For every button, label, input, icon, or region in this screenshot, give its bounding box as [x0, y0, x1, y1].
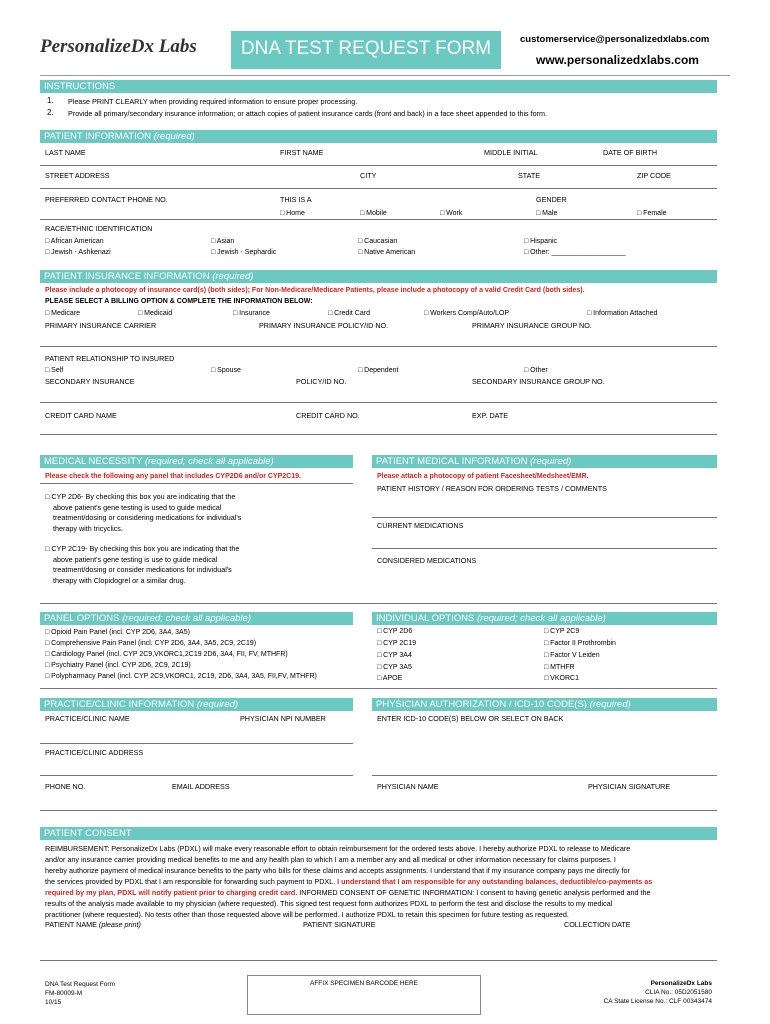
- cyp2d6-checkbox[interactable]: [45, 492, 241, 534]
- current-medications-field[interactable]: CURRENT MEDICATIONS: [377, 521, 464, 530]
- primary-policy-field[interactable]: PRIMARY INSURANCE POLICY/ID NO.: [259, 321, 389, 330]
- relationship-label: PATIENT RELATIONSHIP TO INSURED: [45, 354, 175, 363]
- medical-necessity-note: Please check the following any panel that includes CYP2D6 and/or CYP2C19.: [45, 473, 301, 480]
- billing-instruction: PLEASE SELECT A BILLING OPTION & COMPLETE THE INFORMATION BELOW:: [45, 298, 313, 305]
- panel-options-heading: PANEL OPTIONS (required; check all applicable): [40, 612, 353, 625]
- vkorc1-option-checkbox[interactable]: □ VKORC1: [544, 675, 579, 682]
- street-field[interactable]: STREET ADDRESS: [45, 171, 110, 180]
- polypharmacy-panel-checkbox[interactable]: □ Polypharmacy Panel (incl. CYP 2C9,VKORC1, 2C19, 2D6, 3A4, 3A5, FII,FV, MTHFR): [45, 673, 317, 680]
- collection-date-field[interactable]: COLLECTION DATE: [564, 920, 631, 929]
- zip-field[interactable]: ZIP CODE: [637, 171, 671, 180]
- credit-card-number-field[interactable]: CREDIT CARD NO.: [296, 411, 360, 420]
- primary-carrier-field[interactable]: PRIMARY INSURANCE CARRIER: [45, 321, 157, 330]
- footer-form-name: DNA Test Request Form: [45, 981, 115, 988]
- practice-address-field[interactable]: PRACTICE/CLINIC ADDRESS: [45, 748, 144, 757]
- patient-signature-field[interactable]: PATIENT SIGNATURE: [303, 920, 376, 929]
- patient-information-heading: PATIENT INFORMATION (required): [40, 130, 717, 143]
- cyp2c19-option-checkbox[interactable]: □ CYP 2C19: [377, 640, 417, 647]
- psychiatry-panel-checkbox[interactable]: □ Psychiatry Panel (incl. CYP 2D6, 2C9, 2C19): [45, 662, 191, 669]
- cyp2c19-text: therapy with Clopidogrel or a similar drug.: [53, 575, 186, 585]
- cyp2c9-option-checkbox[interactable]: □ CYP 2C9: [544, 628, 580, 635]
- cyp2c19-text: treatment/dosing or consider medications for individual's: [53, 565, 232, 574]
- cyp2d6-text: above patient's gene testing is used to guide medical: [53, 502, 222, 512]
- logo: [40, 36, 220, 64]
- practice-phone-field[interactable]: PHONE NO.: [45, 782, 86, 791]
- patient-medical-heading: PATIENT MEDICAL INFORMATION (required): [372, 455, 717, 468]
- physician-signature-field[interactable]: PHYSICIAN SIGNATURE: [588, 782, 671, 791]
- patient-history-field[interactable]: PATIENT HISTORY / REASON FOR ORDERING TESTS / COMMENTS: [377, 484, 607, 493]
- cyp2d6-text: treatment/dosing or considering medications for individual's: [53, 513, 242, 522]
- instruction-number: 1.: [47, 96, 54, 105]
- medicare-checkbox[interactable]: □ Medicare: [45, 310, 80, 317]
- physician-npi-field[interactable]: PHYSICIAN NPI NUMBER: [240, 714, 326, 723]
- cyp2d6-text: □ CYP 2D6- By checking this box you are indicating that the: [45, 492, 236, 501]
- consent-line: hereby authorize payment of medical insurance benefits to the party who bills for these claims and accepts assignments. I understand that if my insurance company pays me directly for: [45, 866, 630, 875]
- dob-field[interactable]: DATE OF BIRTH: [603, 148, 658, 157]
- consent-line: the services provided by PDXL that I am responsible for forwarding such payment to PDXL. I understand that I am responsible for any outstanding balances, deductible/co-payments as: [45, 877, 653, 886]
- asian-checkbox[interactable]: □ Asian: [211, 238, 235, 245]
- cyp2d6-option-checkbox[interactable]: □ CYP 2D6: [377, 628, 413, 635]
- considered-medications-field[interactable]: CONSIDERED MEDICATIONS: [377, 556, 477, 565]
- credit-card-name-field[interactable]: CREDIT CARD NAME: [45, 411, 117, 420]
- jewish-sephardic-checkbox[interactable]: □ Jewish - Sephardic: [211, 249, 277, 256]
- home-checkbox[interactable]: □ Home: [280, 210, 305, 217]
- consent-line: REIMBURSEMENT: PersonalizeDx Labs (PDXL) will make every reasonable effort to obtain reimbursement for the ordered tests above. I hereby authorize PDXL to release to Medicare: [45, 844, 631, 853]
- cardiology-panel-checkbox[interactable]: □ Cardiology Panel (incl. CYP 2C9,VKORC1,2C19 2D6, 3A4, FII, FV, MTHFR): [45, 651, 288, 658]
- patient-medical-note: Please attach a photocopy of patient Facesheet/Medsheet/EMR.: [377, 473, 589, 480]
- first-name-field[interactable]: FIRST NAME: [280, 148, 324, 157]
- instruction-number: 2.: [47, 108, 54, 117]
- instructions-heading: INSTRUCTIONS: [40, 80, 717, 93]
- consent-line: results of the analysis made available to my physician (where requested). This signed test request form authorizes PDXL to perform the test and disclose the results to my medical: [45, 899, 613, 908]
- logo-text: PersonalizeDx Labs: [40, 36, 197, 57]
- native-american-checkbox[interactable]: □ Native American: [358, 249, 416, 256]
- self-checkbox[interactable]: □ Self: [45, 367, 64, 374]
- practice-name-field[interactable]: PRACTICE/CLINIC NAME: [45, 714, 130, 723]
- other-relationship-checkbox[interactable]: □ Other: [524, 367, 548, 374]
- female-checkbox[interactable]: □ Female: [637, 210, 667, 217]
- insurance-note: Please include a photocopy of insurance card(s) (both sides); For Non-Medicare/Medicare Patients, please include a photocopy of a valid Credit Card (both sides).: [45, 287, 585, 294]
- footer-form-number: FM-80009-M: [45, 990, 83, 997]
- mthfr-option-checkbox[interactable]: □ MTHFR: [544, 664, 575, 671]
- apoe-option-checkbox[interactable]: □ APOE: [377, 675, 403, 682]
- opioid-panel-checkbox[interactable]: □ Opioid Pain Panel (incl. CYP 2D6, 3A4, 3A5): [45, 629, 190, 636]
- policy-id-field[interactable]: POLICY/ID NO.: [296, 377, 347, 386]
- gender-label: GENDER: [536, 195, 567, 204]
- work-checkbox[interactable]: □ Work: [440, 210, 463, 217]
- workers-comp-checkbox[interactable]: □ Workers Comp/Auto/LOP: [424, 310, 510, 317]
- patient-consent-heading: PATIENT CONSENT: [40, 827, 717, 840]
- consent-line: required by my plan, PDXL will notify patient prior to charging credit card. INFORMED CONSENT OF GENETIC INFORMATION: I consent to having genetic analysis performed and the: [45, 888, 651, 897]
- contact-email[interactable]: customerservice@personalizedxlabs.com: [520, 34, 710, 45]
- secondary-insurance-field[interactable]: SECONDARY INSURANCE: [45, 377, 135, 386]
- cyp3a4-option-checkbox[interactable]: □ CYP 3A4: [377, 652, 412, 659]
- consent-line: and/or any insurance carrier providing medical benefits to me and any health plan to which I am a member any and all medical or other information necessary for claims purposes. I: [45, 855, 616, 864]
- phone-field[interactable]: PREFERRED CONTACT PHONE NO.: [45, 195, 168, 204]
- footer-clia: CLIA No.: 05D2051580: [645, 989, 712, 996]
- barcode-label: AFFIX SPECIMEN BARCODE HERE: [310, 980, 418, 987]
- factor-ii-option-checkbox[interactable]: □ Factor II Prothrombin: [544, 640, 616, 647]
- individual-options-heading: INDIVIDUAL OPTIONS (required; check all applicable): [372, 612, 717, 625]
- mobile-checkbox[interactable]: □ Mobile: [360, 210, 387, 217]
- comprehensive-panel-checkbox[interactable]: □ Comprehensive Pain Panel (incl. CYP 2D6, 3A4, 3A5, 2C9, 2C19): [45, 640, 257, 647]
- practice-heading: PRACTICE/CLINIC INFORMATION (required): [40, 698, 353, 711]
- cyp2c19-text: above patient's gene testing is use to guide medical: [53, 554, 218, 564]
- insurance-heading: PATIENT INSURANCE INFORMATION (required): [40, 270, 717, 283]
- hispanic-checkbox[interactable]: □ Hispanic: [524, 238, 558, 245]
- patient-name-field[interactable]: PATIENT NAME (please print): [45, 920, 141, 929]
- factor-v-option-checkbox[interactable]: □ Factor V Leiden: [544, 652, 600, 659]
- middle-initial-field[interactable]: MIDDLE INITIAL: [484, 148, 538, 157]
- icd10-field[interactable]: ENTER ICD-10 CODE(S) BELOW OR SELECT ON BACK: [377, 714, 564, 723]
- secondary-group-field[interactable]: SECONDARY INSURANCE GROUP NO.: [472, 377, 605, 386]
- this-is-a-label: THIS IS A: [280, 195, 312, 204]
- jewish-ashkenazi-checkbox[interactable]: □ Jewish - Ashkenazi: [45, 249, 111, 256]
- instruction-text: Provide all primary/secondary insurance information; or attach copies of patient insurance cards (front and back) in a face sheet appended to this form.: [68, 109, 548, 118]
- physician-name-field[interactable]: PHYSICIAN NAME: [377, 782, 439, 791]
- physician-heading: PHYSICIAN AUTHORIZATION / ICD-10 CODE(S) (required): [372, 698, 717, 711]
- cyp3a5-option-checkbox[interactable]: □ CYP 3A5: [377, 664, 412, 671]
- consent-line: practitioner (where requested). No tests other than those requested above will be performed. I authorize PDXL to retain this specimen for future testing as requested.: [45, 910, 569, 919]
- instruction-text: Please PRINT CLEARLY when providing required information to ensure proper processing.: [68, 97, 358, 106]
- website-link[interactable]: www.personalizedxlabs.com: [536, 53, 699, 67]
- practice-email-field[interactable]: EMAIL ADDRESS: [172, 782, 230, 791]
- footer-date: 10/15: [45, 999, 62, 1006]
- insurance-checkbox[interactable]: □ Insurance: [233, 310, 270, 317]
- african-american-checkbox[interactable]: □ African American: [45, 238, 104, 245]
- cyp2c19-text: □ CYP 2C19- By checking this box you are indicating that the: [45, 544, 240, 553]
- medicaid-checkbox[interactable]: □ Medicaid: [138, 310, 173, 317]
- medical-necessity-heading: MEDICAL NECESSITY (required; check all applicable): [40, 455, 353, 468]
- cyp2d6-text: therapy with tricyclics.: [53, 523, 123, 533]
- footer-lab-name: PersonalizeDx Labs: [650, 980, 712, 987]
- footer-ca-license: CA State License No.: CLF 00343474: [603, 998, 712, 1005]
- primary-group-field[interactable]: PRIMARY INSURANCE GROUP NO.: [472, 321, 592, 330]
- info-attached-checkbox[interactable]: □ Information Attached: [587, 310, 658, 317]
- caucasian-checkbox[interactable]: □ Caucasian: [358, 238, 398, 245]
- consent-text: [45, 843, 715, 920]
- credit-card-checkbox[interactable]: □ Credit Card: [328, 310, 370, 317]
- cyp2c19-checkbox[interactable]: [45, 544, 239, 586]
- state-field[interactable]: STATE: [518, 171, 541, 180]
- dependent-checkbox[interactable]: □ Dependent: [358, 367, 399, 374]
- spouse-checkbox[interactable]: □ Spouse: [211, 367, 241, 374]
- city-field[interactable]: CITY: [360, 171, 377, 180]
- expiration-date-field[interactable]: EXP. DATE: [472, 411, 509, 420]
- race-label: RACE/ETHNIC IDENTIFICATION: [45, 224, 153, 233]
- other-race-checkbox[interactable]: □ Other: ___________________: [524, 249, 626, 256]
- last-name-field[interactable]: LAST NAME: [45, 148, 86, 157]
- form-title: DNA TEST REQUEST FORM: [240, 38, 492, 59]
- male-checkbox[interactable]: □ Male: [536, 210, 558, 217]
